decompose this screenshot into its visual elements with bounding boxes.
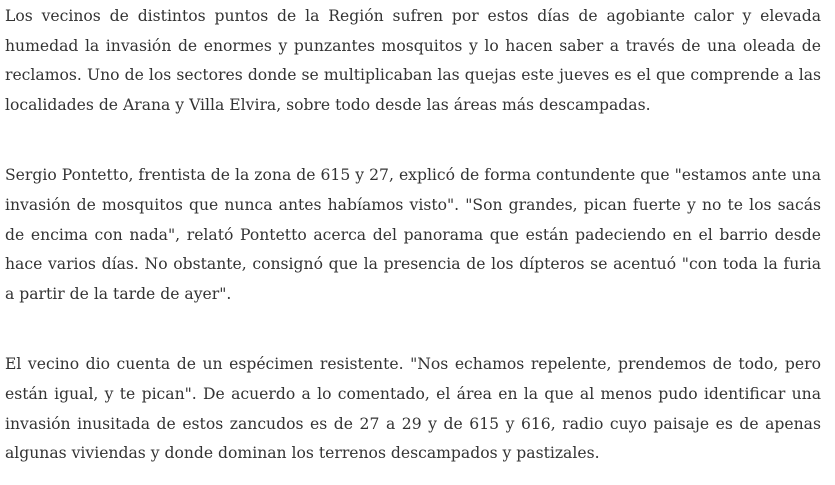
article-paragraph-3: El vecino dio cuenta de un espécimen resistente. "Nos echamos repelente, prendemos de todo, pero están igual, y te pican". De acuerdo a lo comentado, el área en la que al menos pudo identificar una invasión inusitada de estos zancudos es de 27 a 29 y de 615 y 616, radio cuyo paisaje es de apenas algunas viviendas y donde dominan los terrenos descampados y pastizales. <box>5 355 821 463</box>
article-paragraph-1: Los vecinos de distintos puntos de la Región sufren por estos días de agobiante calor y elevada humedad la invasión de enormes y punzantes mosquitos y lo hacen saber a través de una oleada de reclamos. Uno de los sectores donde se multiplicaban las quejas este jueves es el que comprende a las localidades de Arana y Villa Elvira, sobre todo desde las áreas más descampadas. <box>5 7 821 114</box>
article-paragraph-2: Sergio Pontetto, frentista de la zona de 615 y 27, explicó de forma contundente que "estamos ante una invasión de mosquitos que nunca antes habíamos visto". "Son grandes, pican fuerte y no te los sacás de encima con nada", relató Pontetto acerca del panorama que están padeciendo en el barrio desde hace varios días. No obstante, consignó que la presencia de los dípteros se acentuó "con toda la furia a partir de la tarde de ayer". <box>5 166 821 303</box>
